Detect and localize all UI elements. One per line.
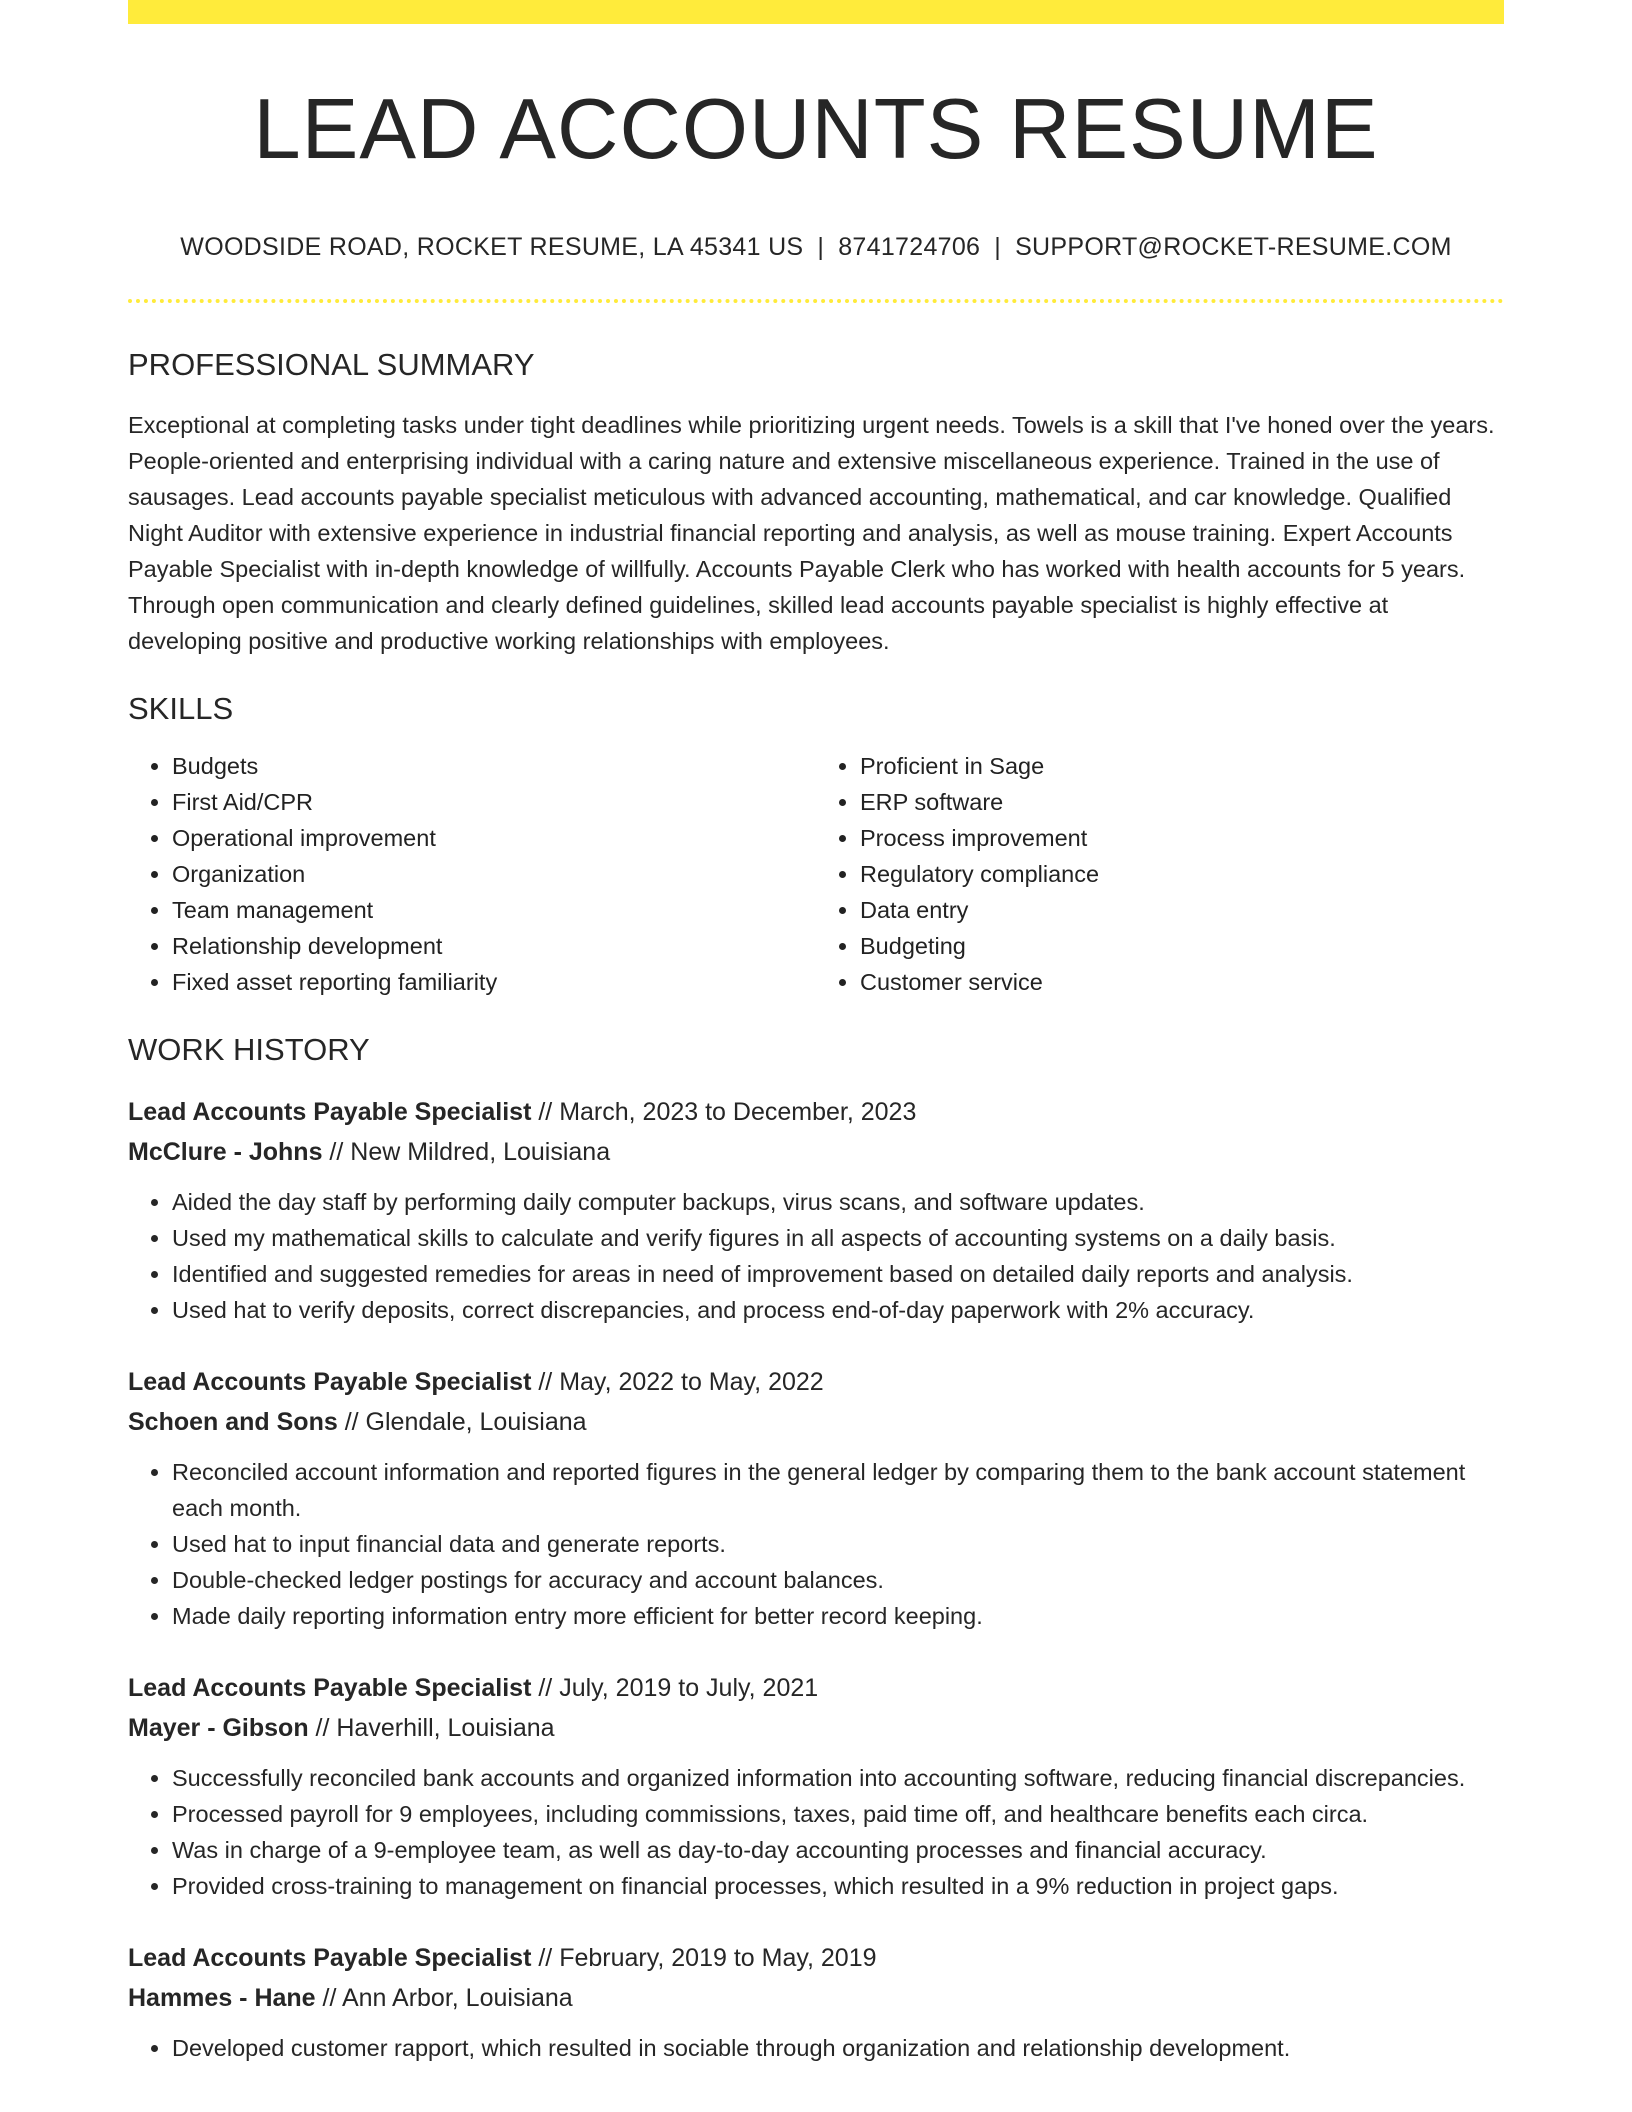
job-bullets (128, 1184, 1504, 1328)
skill-item: • Budgeting (860, 928, 1504, 964)
skill-item: • Team management (172, 892, 816, 928)
job-bullets (128, 2030, 1504, 2066)
job-role-line (128, 1668, 1504, 1708)
job-location: // Glendale, Louisiana (337, 1407, 587, 1436)
job-bullet: • Aided the day staff by performing daily computer backups, virus scans, and software updates. (172, 1184, 1504, 1220)
job-company: Hammes - Hane (128, 1983, 316, 2012)
job-role-line (128, 1362, 1504, 1402)
job-bullet: • Was in charge of a 9-employee team, as well as day-to-day accounting processes and financial accuracy. (172, 1832, 1504, 1868)
work-history-heading: WORK HISTORY (128, 1031, 370, 1067)
job-dates: // March, 2023 to December, 2023 (531, 1097, 917, 1126)
job-dates: // February, 2019 to May, 2019 (531, 1943, 877, 1972)
job-role-line (128, 1092, 1504, 1132)
job-company-line (128, 1402, 1504, 1442)
job-bullet: • Reconciled account information and reported figures in the general ledger by comparing them to the bank account statement each month. (172, 1454, 1504, 1526)
job-bullet: • Developed customer rapport, which resulted in sociable through organization and relationship development. (172, 2030, 1504, 2066)
skill-item: • Process improvement (860, 820, 1504, 856)
skill-item: • First Aid/CPR (172, 784, 816, 820)
job-entry (128, 1668, 1504, 1904)
skill-item: • Relationship development (172, 928, 816, 964)
contact-email: SUPPORT@ROCKET-RESUME.COM (1015, 232, 1452, 261)
job-bullets (128, 1454, 1504, 1634)
job-entry (128, 1362, 1504, 1634)
skills-column-left (128, 748, 816, 1000)
resume-page (128, 0, 1504, 2066)
work-history-list (128, 1092, 1504, 2066)
dotted-divider (128, 299, 1504, 303)
job-entry (128, 1092, 1504, 1328)
contact-line (128, 233, 1504, 262)
summary-heading: PROFESSIONAL SUMMARY (128, 346, 535, 382)
skill-item: • Data entry (860, 892, 1504, 928)
job-bullet: • Used hat to verify deposits, correct discrepancies, and process end-of-day paperwork with 2% accuracy. (172, 1292, 1504, 1328)
job-location: // Haverhill, Louisiana (308, 1713, 555, 1742)
skill-item: • ERP software (860, 784, 1504, 820)
job-company-line (128, 1708, 1504, 1748)
job-entry (128, 1938, 1504, 2066)
job-company-line (128, 1978, 1504, 2018)
job-company-line (128, 1132, 1504, 1172)
job-company: McClure - Johns (128, 1137, 323, 1166)
skill-item: • Operational improvement (172, 820, 816, 856)
job-company: Mayer - Gibson (128, 1713, 309, 1742)
resume-title: LEAD ACCOUNTS RESUME (253, 82, 1379, 177)
job-bullet: • Successfully reconciled bank accounts and organized information into accounting software, reducing financial discrepancies. (172, 1760, 1504, 1796)
skill-item: • Fixed asset reporting familiarity (172, 964, 816, 1000)
skill-item: • Customer service (860, 964, 1504, 1000)
contact-separator: | (817, 232, 825, 261)
accent-top-bar (128, 0, 1504, 24)
job-role: Lead Accounts Payable Specialist (128, 1673, 532, 1702)
job-location: // Ann Arbor, Louisiana (315, 1983, 573, 2012)
job-role: Lead Accounts Payable Specialist (128, 1097, 532, 1126)
skills-list (128, 748, 1504, 1000)
contact-separator: | (994, 232, 1002, 261)
job-dates: // May, 2022 to May, 2022 (531, 1367, 824, 1396)
job-dates: // July, 2019 to July, 2021 (531, 1673, 819, 1702)
skill-item: • Organization (172, 856, 816, 892)
contact-address: WOODSIDE ROAD, ROCKET RESUME, LA 45341 US (180, 232, 804, 261)
skills-heading: SKILLS (128, 690, 234, 726)
job-role-line (128, 1938, 1504, 1978)
job-bullet: • Processed payroll for 9 employees, including commissions, taxes, paid time off, and healthcare benefits each circa. (172, 1796, 1504, 1832)
job-bullet: • Double-checked ledger postings for accuracy and account balances. (172, 1562, 1504, 1598)
job-bullets (128, 1760, 1504, 1904)
job-bullet: • Made daily reporting information entry more efficient for better record keeping. (172, 1598, 1504, 1634)
skill-item: • Budgets (172, 748, 816, 784)
job-company: Schoen and Sons (128, 1407, 338, 1436)
job-bullet: • Used my mathematical skills to calculate and verify figures in all aspects of accounting systems on a daily basis. (172, 1220, 1504, 1256)
job-bullet: • Provided cross-training to management on financial processes, which resulted in a 9% reduction in project gaps. (172, 1868, 1504, 1904)
job-bullet: • Identified and suggested remedies for areas in need of improvement based on detailed daily reports and analysis. (172, 1256, 1504, 1292)
contact-phone: 8741724706 (838, 232, 981, 261)
skill-item: • Proficient in Sage (860, 748, 1504, 784)
job-role: Lead Accounts Payable Specialist (128, 1367, 532, 1396)
summary-text: Exceptional at completing tasks under tight deadlines while prioritizing urgent needs. Towels is a skill that I've honed over the years. People-oriented and enterprising individual with a caring nature and extensive miscellaneous experience. Trained in the use of sausages. Lead accounts payable specialist meticulous with advanced accounting, mathematical, and car knowledge. Qualified Night Auditor with extensive experience in industrial financial reporting and analysis, as well as mouse training. Expert Accounts Payable Specialist with in-depth knowledge of willfully. Accounts Payable Clerk who has worked with health accounts for 5 years. Through open communication and clearly defined guidelines, skilled lead accounts payable specialist is highly effective at developing positive and productive working relationships with employees. (128, 411, 1495, 654)
job-location: // New Mildred, Louisiana (322, 1137, 611, 1166)
skill-item: • Regulatory compliance (860, 856, 1504, 892)
skills-column-right (816, 748, 1504, 1000)
job-role: Lead Accounts Payable Specialist (128, 1943, 532, 1972)
job-bullet: • Used hat to input financial data and generate reports. (172, 1526, 1504, 1562)
